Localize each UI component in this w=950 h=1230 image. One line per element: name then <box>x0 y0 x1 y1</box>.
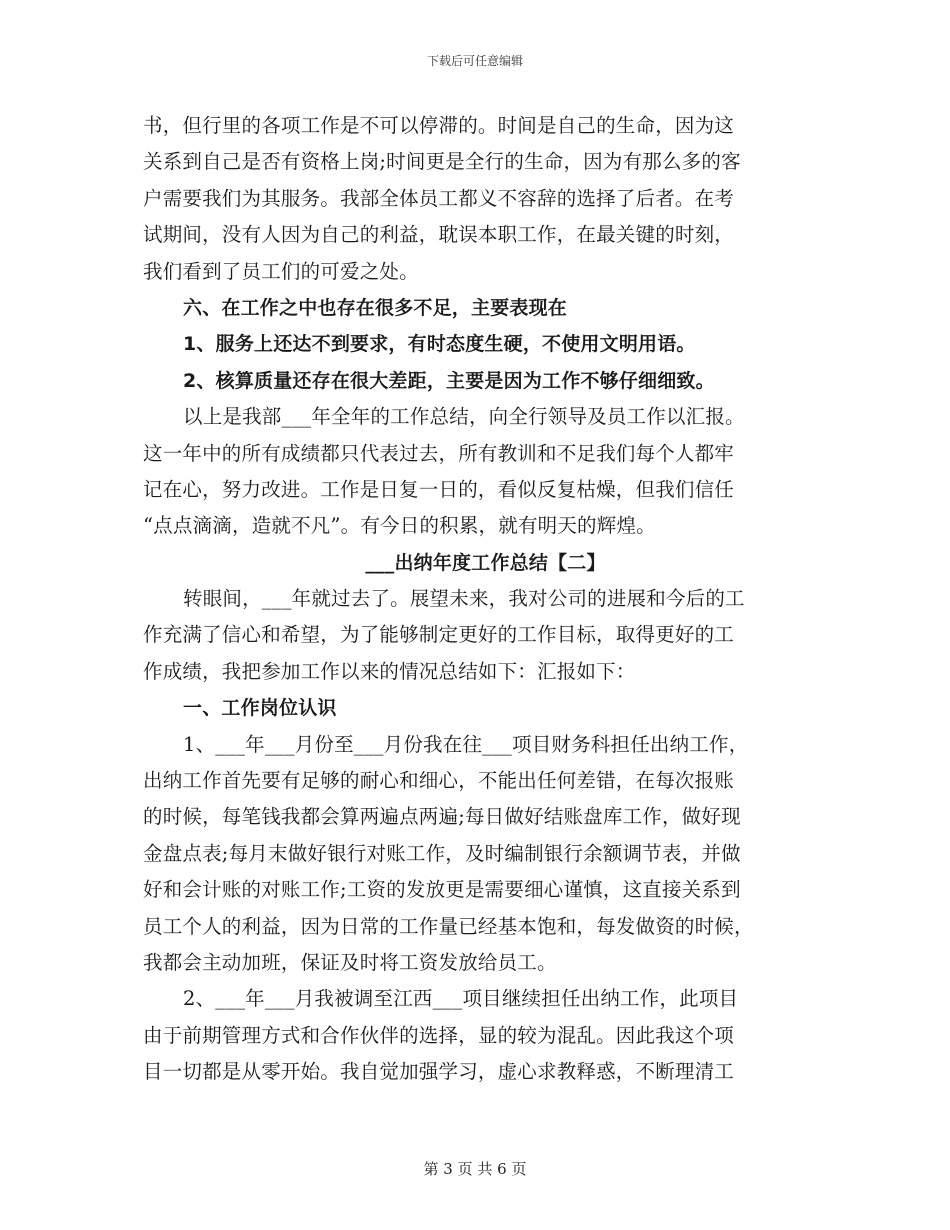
section-heading: 六、在工作之中也存在很多不足，主要表现在 <box>183 296 568 319</box>
page-header-note: 下载后可任意编辑 <box>426 54 523 68</box>
list-item: 1、服务上还达不到要求，有时态度生硬，不使用文明用语。 <box>183 333 696 356</box>
page-number: 第 3 页 共 6 页 <box>423 1160 527 1178</box>
body-line: 我们看到了员工们的可爱之处。 <box>143 259 419 283</box>
body-line: 作成绩，我把参加工作以来的情况总结如下：汇报如下： <box>143 659 636 683</box>
body-line: 我都会主动加班，保证及时将工资发放给员工。 <box>143 950 557 974</box>
document-body <box>143 108 808 1091</box>
body-line: 记在心，努力改进。工作是日复一日的，看似反复枯燥，但我们信任 <box>143 477 735 501</box>
body-line: 书，但行里的各项工作是不可以停滞的。时间是自己的生命，因为这 <box>143 114 735 137</box>
body-line: 转眼间，___年就过去了。展望未来，我对公司的进展和今后的工 <box>183 587 745 611</box>
body-line: 的时候，每笔钱我都会算两遍点两遍;每日做好结账盘库工作，做好现 <box>143 805 741 829</box>
body-line: 出纳工作首先要有足够的耐心和细心，不能出任何差错，在每次报账 <box>143 769 735 793</box>
body-line: 以上是我部___年全年的工作总结，向全行领导及员工作以汇报。 <box>183 405 745 429</box>
body-line: 2、___年___月我被调至江西___项目继续担任出纳工作，此项目 <box>183 987 739 1011</box>
body-line: 户需要我们为其服务。我部全体员工都义不容辞的选择了后者。在考 <box>143 186 735 210</box>
section-heading: 一、工作岗位认识 <box>183 697 337 720</box>
body-line: “点点滴滴，造就不凡”。有今日的积累，就有明天的辉煌。 <box>143 514 656 538</box>
body-line: 目一切都是从零开始。我自觉加强学习，虚心求教释惑，不断理清工 <box>143 1060 735 1084</box>
body-line: 作充满了信心和希望，为了能够制定更好的工作目标，取得更好的工 <box>143 623 735 647</box>
document-title: ___出纳年度工作总结【二】 <box>365 551 606 574</box>
list-item: 2、核算质量还存在很大差距，主要是因为工作不够仔细细致。 <box>183 369 715 392</box>
body-line: 试期间，没有人因为自己的利益，耽误本职工作，在最关键的时刻， <box>143 223 735 247</box>
body-line: 关系到自己是否有资格上岗;时间更是全行的生命，因为有那么多的客 <box>143 150 741 174</box>
body-line: 好和会计账的对账工作;工资的发放更是需要细心谨慎，这直接关系到 <box>143 878 741 902</box>
body-line: 由于前期管理方式和合作伙伴的选择，显的较为混乱。因此我这个项 <box>143 1023 735 1047</box>
body-line: 这一年中的所有成绩都只代表过去，所有教训和不足我们每个人都牢 <box>143 441 735 465</box>
body-line: 1、___年___月份至___月份我在往___项目财务科担任出纳工作， <box>183 732 749 756</box>
body-line: 员工个人的利益，因为日常的工作量已经基本饱和，每发做资的时候， <box>143 914 754 938</box>
body-line: 金盘点表;每月末做好银行对账工作，及时编制银行余额调节表，并做 <box>143 841 741 865</box>
